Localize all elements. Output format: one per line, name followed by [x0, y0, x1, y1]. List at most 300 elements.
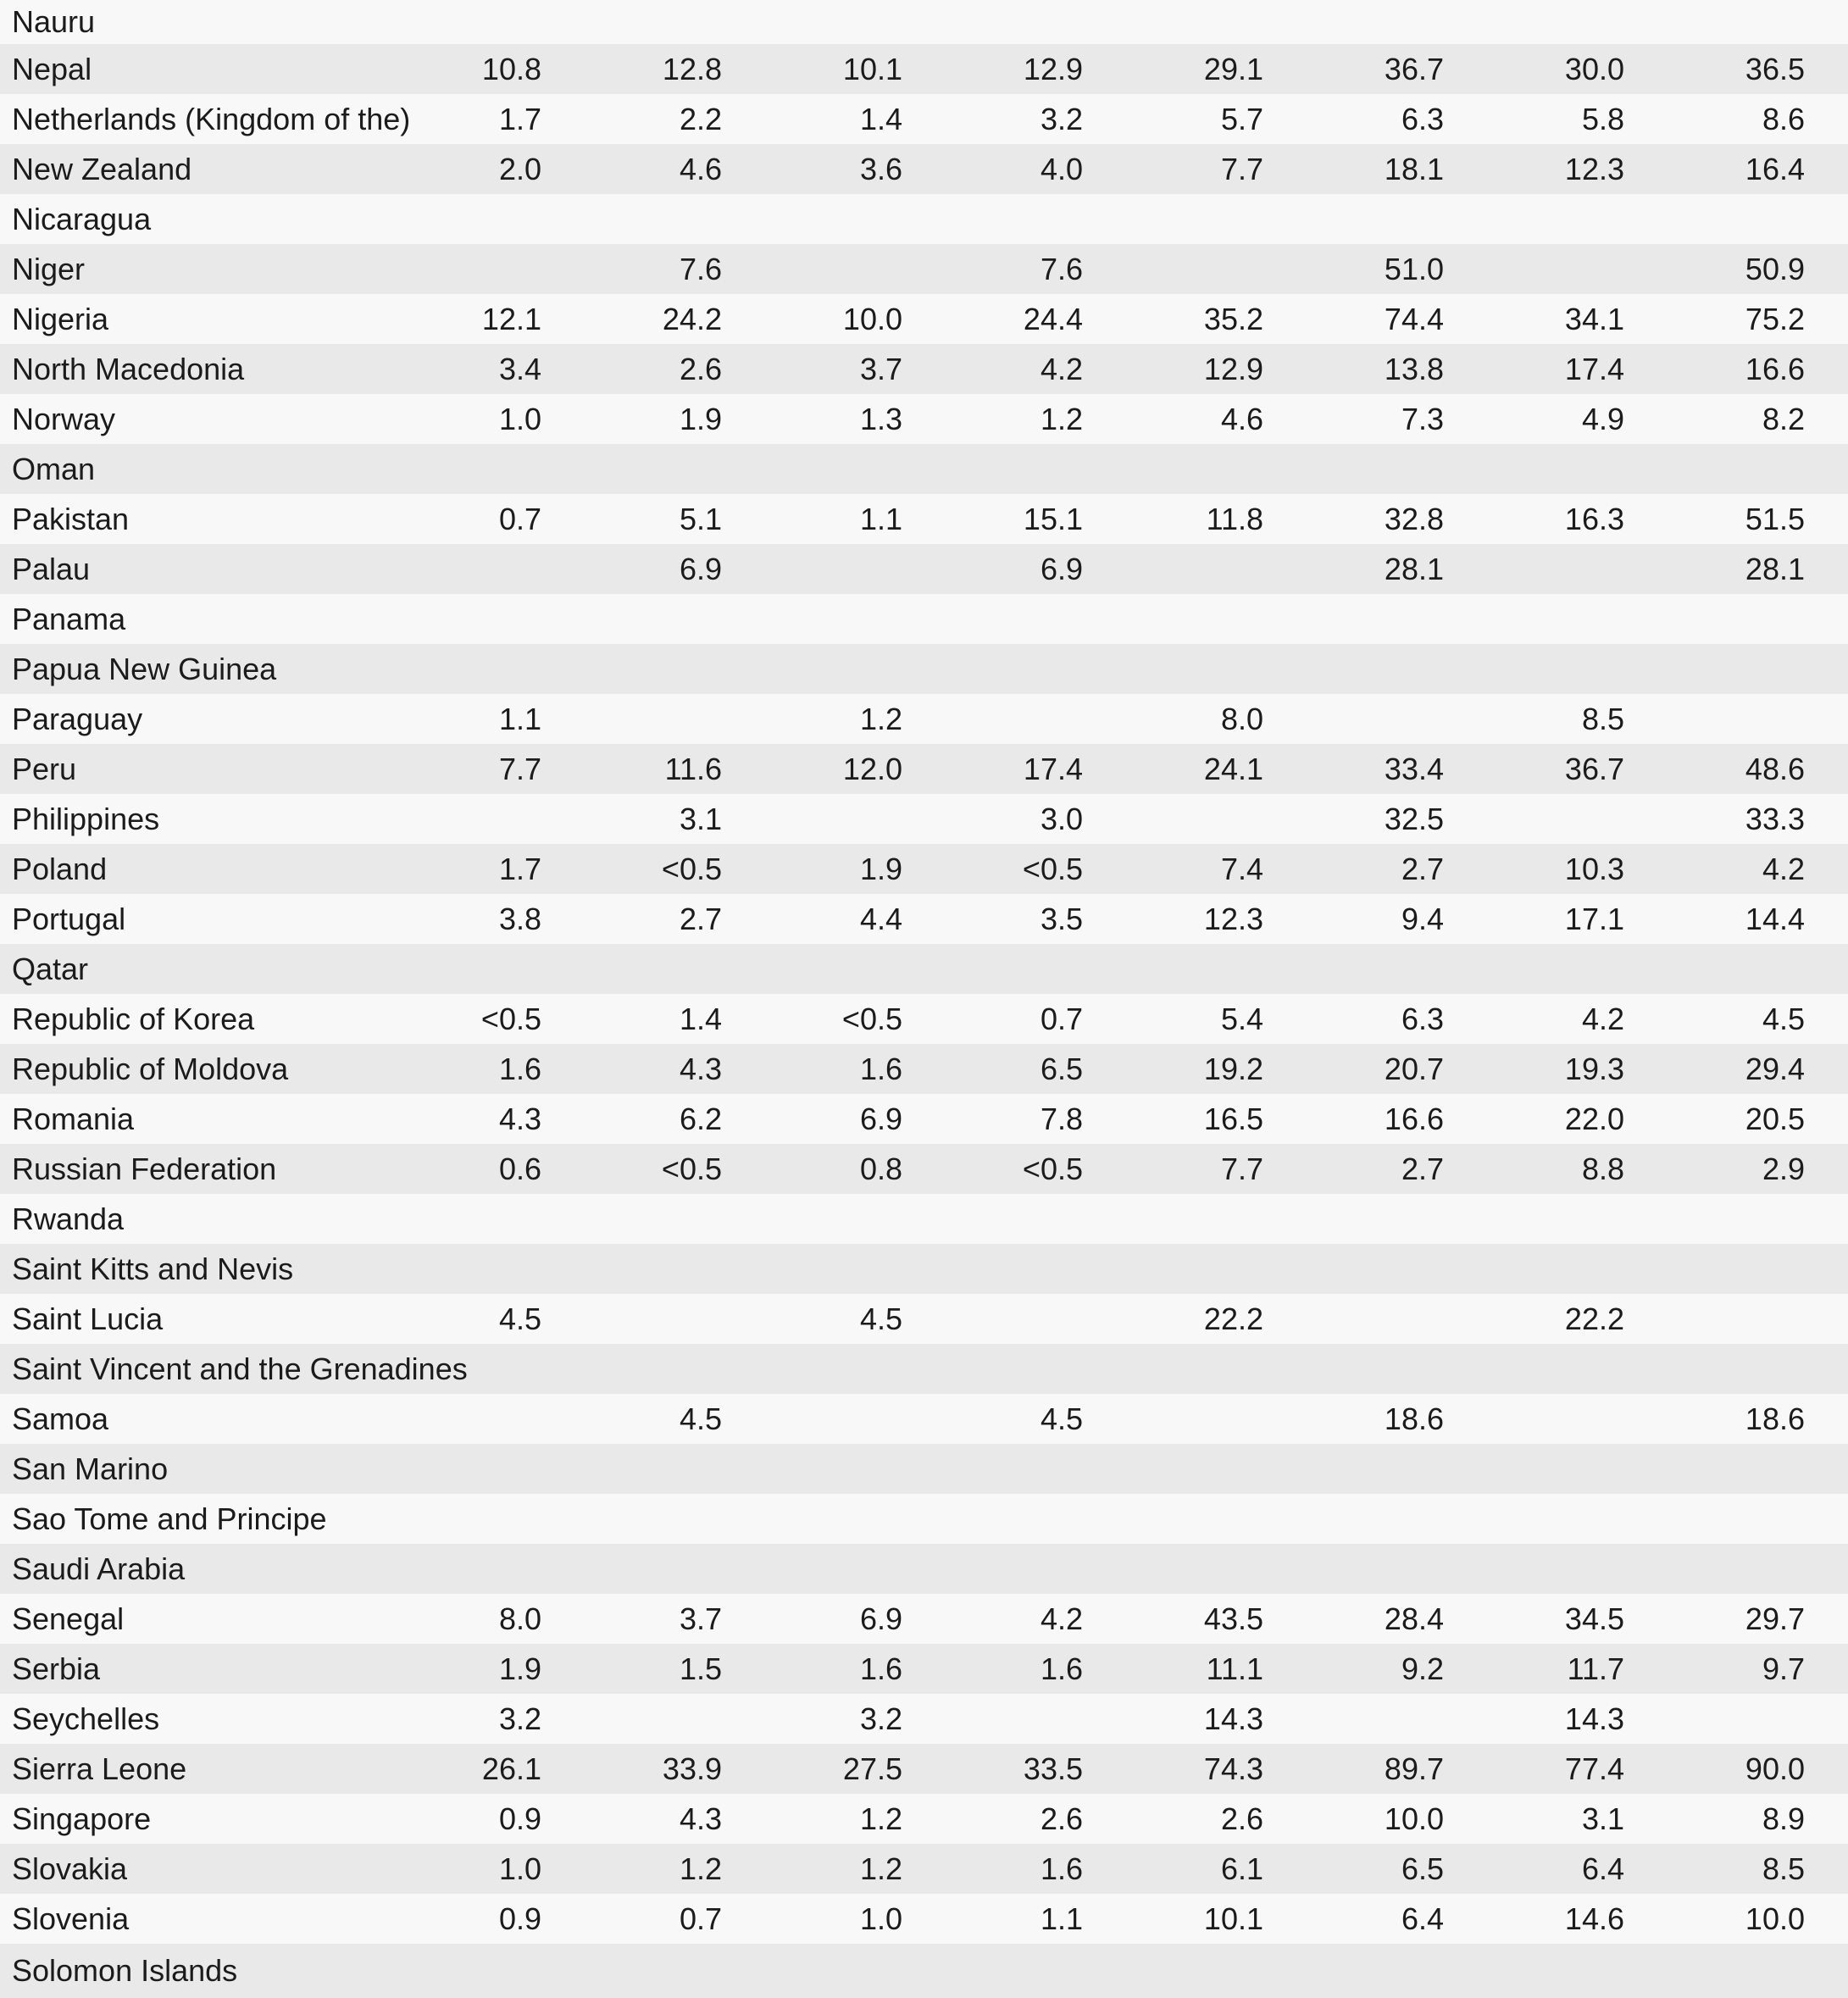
value-cell-8: 51.5	[1745, 501, 1805, 536]
value-cell-5: 5.7	[1220, 101, 1263, 136]
table-row	[0, 0, 1848, 44]
value-cell-2: 2.2	[679, 101, 722, 136]
value-cell-3	[765, 1544, 946, 1594]
value-cell-3	[765, 1944, 946, 1998]
country-name: New Zealand	[12, 151, 192, 186]
value-cell-7: 4.9	[1581, 401, 1624, 436]
value-cell-2: 1.2	[679, 1851, 722, 1886]
table-row	[0, 444, 1848, 494]
value-cell-6: 18.6	[1384, 1401, 1444, 1436]
value-cell-3: 6.9	[859, 1101, 902, 1136]
value-cell-1: 1.0	[498, 1851, 541, 1886]
country-name: Rwanda	[12, 1201, 125, 1236]
value-cell-2: 0.7	[679, 1901, 722, 1936]
country-name: Seychelles	[12, 1701, 160, 1736]
value-cell-3: 1.6	[859, 1651, 902, 1686]
value-cell-7: 17.4	[1564, 351, 1624, 386]
value-cell-3: 4.4	[859, 901, 902, 936]
value-cell-3	[765, 794, 946, 844]
value-cell-1	[404, 194, 585, 244]
value-cell-8	[1668, 444, 1848, 494]
value-cell-1	[404, 1494, 585, 1544]
value-cell-6: 2.7	[1401, 1151, 1444, 1186]
table-row	[0, 694, 1848, 744]
table-row	[0, 1544, 1848, 1594]
value-cell-4	[946, 1494, 1126, 1544]
country-name: Singapore	[12, 1801, 152, 1836]
table-row	[0, 744, 1848, 794]
value-cell-1	[404, 444, 585, 494]
value-cell-2: 1.9	[679, 401, 722, 436]
value-cell-5: 43.5	[1203, 1601, 1263, 1636]
country-name: Nicaragua	[12, 201, 152, 236]
value-cell-2	[585, 1444, 765, 1494]
value-cell-8	[1668, 0, 1848, 44]
value-cell-6	[1307, 694, 1487, 744]
value-cell-3: 10.1	[842, 51, 902, 86]
value-cell-2: 4.5	[679, 1401, 722, 1436]
value-cell-2: 2.7	[679, 901, 722, 936]
value-cell-6	[1307, 444, 1487, 494]
value-cell-7: 14.3	[1564, 1701, 1624, 1736]
value-cell-8: 29.7	[1745, 1601, 1805, 1636]
value-cell-6	[1307, 1544, 1487, 1594]
value-cell-7: 4.2	[1581, 1001, 1624, 1036]
value-cell-7	[1487, 1544, 1668, 1594]
value-cell-3	[765, 1444, 946, 1494]
country-name: Saudi Arabia	[12, 1551, 186, 1586]
country-name: Senegal	[12, 1601, 125, 1636]
value-cell-8	[1668, 1544, 1848, 1594]
value-cell-7: 3.1	[1581, 1801, 1624, 1836]
value-cell-6: 10.0	[1384, 1801, 1444, 1836]
value-cell-8	[1668, 1444, 1848, 1494]
value-cell-3	[765, 594, 946, 644]
value-cell-2: 12.8	[662, 51, 722, 86]
value-cell-2: 4.6	[679, 151, 722, 186]
value-cell-1: 3.2	[498, 1701, 541, 1736]
value-cell-8: 16.6	[1745, 351, 1805, 386]
value-cell-7	[1487, 244, 1668, 294]
value-cell-8: 10.0	[1745, 1901, 1805, 1936]
value-cell-7: 77.4	[1564, 1751, 1624, 1786]
value-cell-6: 28.1	[1384, 551, 1444, 586]
value-cell-8: 18.6	[1745, 1401, 1805, 1436]
value-cell-8: 8.6	[1762, 101, 1805, 136]
table-row	[0, 1794, 1848, 1844]
value-cell-4: 4.0	[1040, 151, 1083, 186]
value-cell-6: 33.4	[1384, 751, 1444, 786]
value-cell-8	[1668, 594, 1848, 644]
value-cell-2: 7.6	[679, 251, 722, 286]
country-name: Panama	[12, 601, 126, 636]
value-cell-6	[1307, 644, 1487, 694]
value-cell-1: 4.3	[498, 1101, 541, 1136]
table-row	[0, 1044, 1848, 1094]
value-cell-6: 32.5	[1384, 801, 1444, 836]
country-name: Niger	[12, 251, 86, 286]
value-cell-2	[585, 1344, 765, 1394]
table-row	[0, 844, 1848, 894]
value-cell-5: 7.7	[1220, 1151, 1263, 1186]
value-cell-1	[404, 0, 585, 44]
value-cell-4: 7.6	[1040, 251, 1083, 286]
value-cell-7: 8.5	[1581, 701, 1624, 736]
value-cell-5: 24.1	[1203, 751, 1263, 786]
table-row	[0, 1294, 1848, 1344]
table-row	[0, 1694, 1848, 1744]
value-cell-1	[404, 644, 585, 694]
value-cell-8: 90.0	[1745, 1751, 1805, 1786]
value-cell-4: 1.6	[1040, 1651, 1083, 1686]
value-cell-7: 17.1	[1564, 901, 1624, 936]
value-cell-2: 3.1	[679, 801, 722, 836]
value-cell-7	[1487, 194, 1668, 244]
country-name: Saint Lucia	[12, 1301, 164, 1336]
value-cell-1: 26.1	[481, 1751, 541, 1786]
value-cell-3: 27.5	[842, 1751, 902, 1786]
value-cell-1: 2.0	[498, 151, 541, 186]
value-cell-5: 14.3	[1203, 1701, 1263, 1736]
table-row	[0, 344, 1848, 394]
value-cell-6	[1307, 594, 1487, 644]
value-cell-3: 0.8	[859, 1151, 902, 1186]
value-cell-8: 36.5	[1745, 51, 1805, 86]
value-cell-1: 10.8	[481, 51, 541, 86]
table-row	[0, 1394, 1848, 1444]
value-cell-7	[1487, 444, 1668, 494]
value-cell-1	[404, 544, 585, 594]
value-cell-5: 7.7	[1220, 151, 1263, 186]
value-cell-6: 6.3	[1401, 101, 1444, 136]
value-cell-3	[765, 444, 946, 494]
value-cell-6: 89.7	[1384, 1751, 1444, 1786]
table-row	[0, 1644, 1848, 1694]
value-cell-7	[1487, 1244, 1668, 1294]
value-cell-4: 6.9	[1040, 551, 1083, 586]
country-name: Nauru	[12, 4, 96, 39]
value-cell-1: 1.6	[498, 1051, 541, 1086]
value-cell-2	[585, 0, 765, 44]
country-name: Pakistan	[12, 501, 130, 536]
value-cell-6: 16.6	[1384, 1101, 1444, 1136]
value-cell-3: 1.6	[859, 1051, 902, 1086]
value-cell-5	[1126, 1344, 1307, 1394]
country-name: North Macedonia	[12, 351, 245, 386]
value-cell-2: 11.6	[664, 751, 722, 786]
country-name: Samoa	[12, 1401, 109, 1436]
value-cell-1: 0.9	[498, 1801, 541, 1836]
value-cell-6	[1307, 944, 1487, 994]
country-name: Slovakia	[12, 1851, 128, 1886]
value-cell-5	[1126, 644, 1307, 694]
value-cell-5	[1126, 594, 1307, 644]
value-cell-7	[1487, 1944, 1668, 1998]
table-row	[0, 1894, 1848, 1944]
country-name: Oman	[12, 451, 96, 486]
value-cell-5	[1126, 1494, 1307, 1544]
value-cell-2: 33.9	[662, 1751, 722, 1786]
value-cell-8: 4.5	[1762, 1001, 1805, 1036]
value-cell-8	[1668, 1494, 1848, 1544]
value-cell-2: 4.3	[679, 1801, 722, 1836]
value-cell-5	[1126, 1244, 1307, 1294]
table-row	[0, 94, 1848, 144]
table-row	[0, 44, 1848, 94]
country-name: Solomon Islands	[12, 1953, 238, 1988]
table-row	[0, 244, 1848, 294]
value-cell-1	[404, 1194, 585, 1244]
table-row	[0, 1094, 1848, 1144]
value-cell-1	[404, 1544, 585, 1594]
value-cell-6: 7.3	[1401, 401, 1444, 436]
value-cell-2	[585, 1544, 765, 1594]
value-cell-5: 22.2	[1203, 1301, 1263, 1336]
value-cell-2	[585, 1194, 765, 1244]
value-cell-4: 3.0	[1040, 801, 1083, 836]
value-cell-3: 3.7	[859, 351, 902, 386]
value-cell-4	[946, 694, 1126, 744]
country-name: Palau	[12, 551, 91, 586]
value-cell-7: 16.3	[1564, 501, 1624, 536]
table-row	[0, 1444, 1848, 1494]
value-cell-5: 12.9	[1203, 351, 1263, 386]
value-cell-8: 8.5	[1762, 1851, 1805, 1886]
table-row	[0, 594, 1848, 644]
table-row	[0, 1594, 1848, 1644]
value-cell-2: 24.2	[662, 301, 722, 336]
value-cell-8: 9.7	[1762, 1651, 1805, 1686]
value-cell-4	[946, 1544, 1126, 1594]
value-cell-8	[1668, 1294, 1848, 1344]
value-cell-5	[1126, 1544, 1307, 1594]
value-cell-4: 4.2	[1040, 351, 1083, 386]
value-cell-5: 19.2	[1203, 1051, 1263, 1086]
country-name: Romania	[12, 1101, 135, 1136]
value-cell-8: 33.3	[1745, 801, 1805, 836]
value-cell-3	[765, 0, 946, 44]
value-cell-3: 1.2	[859, 1801, 902, 1836]
value-cell-5: 6.1	[1220, 1851, 1263, 1886]
value-cell-3: 1.0	[859, 1901, 902, 1936]
table-row	[0, 644, 1848, 694]
value-cell-8	[1668, 1944, 1848, 1998]
value-cell-2	[585, 444, 765, 494]
value-cell-7: 19.3	[1564, 1051, 1624, 1086]
value-cell-3	[765, 1244, 946, 1294]
value-cell-8: 16.4	[1745, 151, 1805, 186]
country-name: Sierra Leone	[12, 1751, 187, 1786]
value-cell-7	[1487, 594, 1668, 644]
value-cell-6: 6.4	[1401, 1901, 1444, 1936]
value-cell-8: 29.4	[1745, 1051, 1805, 1086]
value-cell-4: 1.6	[1040, 1851, 1083, 1886]
value-cell-5: 10.1	[1203, 1901, 1263, 1936]
value-cell-2	[585, 1944, 765, 1998]
value-cell-2: 3.7	[679, 1601, 722, 1636]
value-cell-5	[1126, 194, 1307, 244]
value-cell-2	[585, 194, 765, 244]
value-cell-6: 28.4	[1384, 1601, 1444, 1636]
value-cell-6	[1307, 1444, 1487, 1494]
value-cell-4: 24.4	[1023, 301, 1083, 336]
value-cell-5: 8.0	[1220, 701, 1263, 736]
value-cell-5: 11.1	[1206, 1651, 1263, 1686]
value-cell-1: 0.6	[498, 1151, 541, 1186]
value-cell-4	[946, 1944, 1126, 1998]
value-cell-3	[765, 1194, 946, 1244]
value-cell-3	[765, 644, 946, 694]
value-cell-4	[946, 944, 1126, 994]
value-cell-2	[585, 594, 765, 644]
value-cell-1: 1.9	[498, 1651, 541, 1686]
value-cell-8	[1668, 1194, 1848, 1244]
country-name: Saint Kitts and Nevis	[12, 1251, 294, 1286]
country-name: Papua New Guinea	[12, 651, 277, 686]
value-cell-2: 5.1	[679, 501, 722, 536]
value-cell-2	[585, 1494, 765, 1544]
value-cell-7: 12.3	[1564, 151, 1624, 186]
value-cell-1	[404, 1944, 585, 1998]
value-cell-3: 1.2	[859, 701, 902, 736]
value-cell-6: 6.3	[1401, 1001, 1444, 1036]
country-name: Paraguay	[12, 701, 143, 736]
value-cell-4: 1.1	[1040, 1901, 1083, 1936]
value-cell-6: 6.5	[1401, 1851, 1444, 1886]
value-cell-3: 1.4	[859, 101, 902, 136]
value-cell-7: 34.1	[1564, 301, 1624, 336]
value-cell-6: 20.7	[1384, 1051, 1444, 1086]
country-name: Slovenia	[12, 1901, 130, 1936]
value-cell-6	[1307, 1944, 1487, 1998]
value-cell-5	[1126, 444, 1307, 494]
country-name: San Marino	[12, 1451, 169, 1486]
table-row	[0, 1144, 1848, 1194]
value-cell-5	[1126, 794, 1307, 844]
value-cell-4	[946, 1294, 1126, 1344]
value-cell-7: 22.2	[1564, 1301, 1624, 1336]
table-row	[0, 894, 1848, 944]
value-cell-6	[1307, 0, 1487, 44]
value-cell-5	[1126, 244, 1307, 294]
value-cell-1: 12.1	[481, 301, 541, 336]
value-cell-6: 18.1	[1384, 151, 1444, 186]
value-cell-2	[585, 1294, 765, 1344]
value-cell-4: 17.4	[1023, 751, 1083, 786]
value-cell-8: 2.9	[1762, 1151, 1805, 1186]
table-row	[0, 544, 1848, 594]
value-cell-3: <0.5	[841, 1001, 902, 1036]
value-cell-1: <0.5	[480, 1001, 541, 1036]
value-cell-7: 22.0	[1564, 1101, 1624, 1136]
table-row	[0, 1844, 1848, 1894]
value-cell-4	[946, 644, 1126, 694]
value-cell-2	[585, 944, 765, 994]
value-cell-7: 14.6	[1564, 1901, 1624, 1936]
value-cell-4: 1.2	[1040, 401, 1083, 436]
value-cell-1	[404, 1444, 585, 1494]
value-cell-4: 4.5	[1040, 1401, 1083, 1436]
value-cell-7: 34.5	[1564, 1601, 1624, 1636]
value-cell-5	[1126, 544, 1307, 594]
value-cell-8: 48.6	[1745, 751, 1805, 786]
country-name: Nepal	[12, 51, 92, 86]
value-cell-4	[946, 1444, 1126, 1494]
value-cell-6	[1307, 194, 1487, 244]
country-name: Serbia	[12, 1651, 101, 1686]
table-row	[0, 1494, 1848, 1544]
country-name: Nigeria	[12, 301, 109, 336]
value-cell-2: 2.6	[679, 351, 722, 386]
value-cell-5: 7.4	[1220, 851, 1263, 886]
value-cell-5	[1126, 1194, 1307, 1244]
table-row	[0, 994, 1848, 1044]
value-cell-5: 11.8	[1206, 501, 1263, 536]
value-cell-5	[1126, 1394, 1307, 1444]
table-row	[0, 1244, 1848, 1294]
country-name: Philippines	[12, 801, 160, 836]
value-cell-3	[765, 944, 946, 994]
value-cell-2	[585, 1694, 765, 1744]
value-cell-6	[1307, 1194, 1487, 1244]
country-name: Saint Vincent and the Grenadines	[12, 1351, 468, 1386]
value-cell-8: 50.9	[1745, 251, 1805, 286]
value-cell-3: 1.9	[859, 851, 902, 886]
value-cell-7	[1487, 1344, 1668, 1394]
value-cell-3: 4.5	[859, 1301, 902, 1336]
value-cell-2: <0.5	[661, 851, 722, 886]
table-row	[0, 194, 1848, 244]
value-cell-7	[1487, 0, 1668, 44]
value-cell-4: 12.9	[1023, 51, 1083, 86]
value-cell-4: 3.5	[1040, 901, 1083, 936]
value-cell-7: 8.8	[1581, 1151, 1624, 1186]
value-cell-6: 13.8	[1384, 351, 1444, 386]
value-cell-3	[765, 1394, 946, 1444]
value-cell-2: <0.5	[661, 1151, 722, 1186]
value-cell-7: 11.7	[1567, 1651, 1624, 1686]
table-row	[0, 394, 1848, 444]
value-cell-8: 8.2	[1762, 401, 1805, 436]
value-cell-1: 7.7	[498, 751, 541, 786]
table-row	[0, 144, 1848, 194]
value-cell-1: 8.0	[498, 1601, 541, 1636]
value-cell-6: 9.2	[1401, 1651, 1444, 1686]
value-cell-4: 7.8	[1040, 1101, 1083, 1136]
value-cell-1	[404, 594, 585, 644]
value-cell-8	[1668, 1694, 1848, 1744]
value-cell-6: 51.0	[1384, 251, 1444, 286]
value-cell-7: 10.3	[1564, 851, 1624, 886]
value-cell-4	[946, 444, 1126, 494]
country-name: Poland	[12, 851, 108, 886]
value-cell-1	[404, 794, 585, 844]
value-cell-3: 1.3	[859, 401, 902, 436]
value-cell-5: 35.2	[1203, 301, 1263, 336]
value-cell-2	[585, 1244, 765, 1294]
value-cell-5: 74.3	[1203, 1751, 1263, 1786]
value-cell-1: 1.7	[498, 851, 541, 886]
value-cell-5	[1126, 1444, 1307, 1494]
value-cell-4: <0.5	[1022, 851, 1083, 886]
value-cell-4: <0.5	[1022, 1151, 1083, 1186]
value-cell-7: 30.0	[1564, 51, 1624, 86]
value-cell-1: 3.8	[498, 901, 541, 936]
value-cell-2: 4.3	[679, 1051, 722, 1086]
value-cell-8: 8.9	[1762, 1801, 1805, 1836]
value-cell-1: 1.1	[498, 701, 541, 736]
value-cell-3	[765, 1344, 946, 1394]
